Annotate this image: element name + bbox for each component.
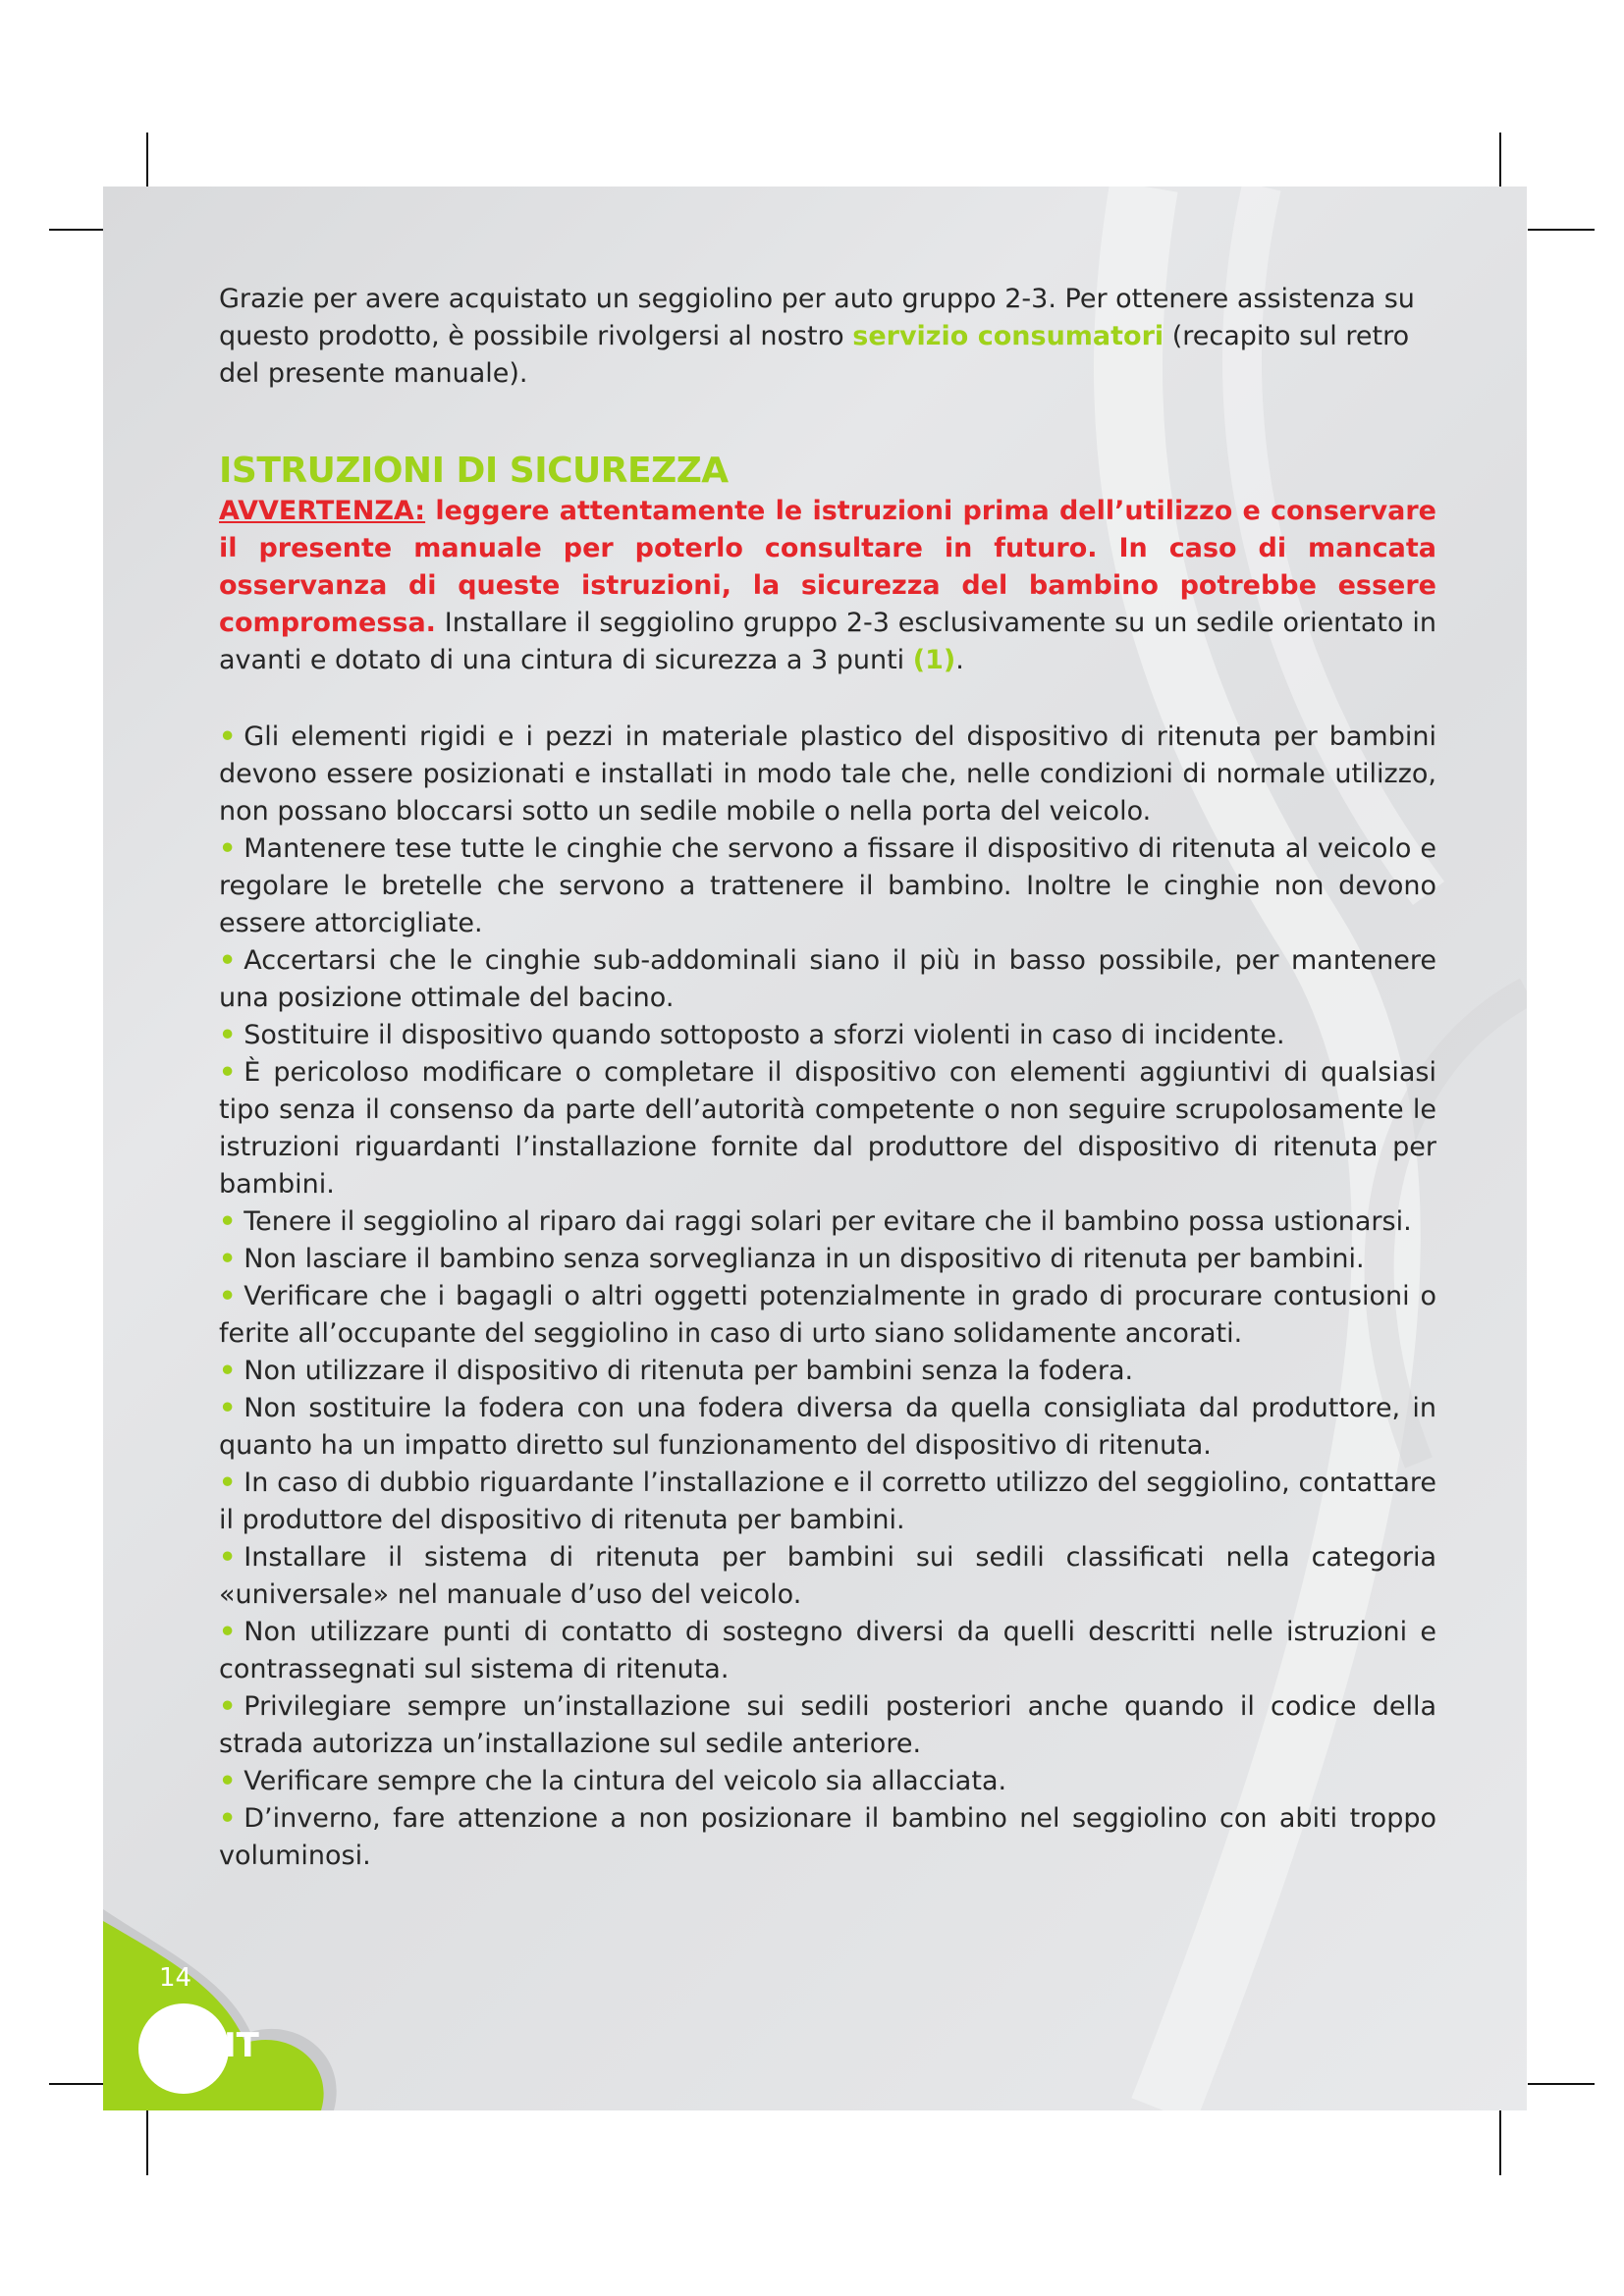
bullet-dot-icon: • bbox=[219, 1206, 237, 1237]
safety-bullet-list bbox=[219, 719, 1436, 1875]
safety-bullet-item bbox=[219, 1390, 1436, 1465]
bullet-text: Non utilizzare punti di contatto di sostegno diversi da quelli descritti nelle istruzioni e contrassegnati sul sistema di ritenuta. bbox=[219, 1617, 1436, 1684]
bullet-text: Sostituire il dispositivo quando sottoposto a sforzi violenti in caso di incidente. bbox=[244, 1020, 1285, 1050]
bullet-dot-icon: • bbox=[219, 1244, 237, 1274]
bullet-dot-icon: • bbox=[219, 1691, 237, 1722]
crop-mark-top-right-horizontal bbox=[1528, 229, 1595, 231]
bullet-dot-icon: • bbox=[219, 1356, 237, 1386]
bullet-dot-icon: • bbox=[219, 721, 237, 752]
crop-mark-bottom-left-vertical bbox=[146, 2110, 148, 2175]
install-instruction-end: . bbox=[955, 645, 964, 675]
safety-bullet-item bbox=[219, 719, 1436, 830]
bullet-dot-icon: • bbox=[219, 1766, 237, 1796]
bullet-text: Verificare che i bagagli o altri oggetti potenzialmente in grado di procurare contusioni o ferite all’occupante del seggiolino in caso di urto siano solidamente ancorati. bbox=[219, 1281, 1436, 1349]
consumer-service-link: servizio consumatori bbox=[852, 321, 1164, 351]
bullet-text: Privilegiare sempre un’installazione sui sedili posteriori anche quando il codice della strada autorizza un’installazione sul sedile anteriore. bbox=[219, 1691, 1436, 1759]
safety-bullet-item bbox=[219, 1614, 1436, 1688]
crop-mark-bottom-right-vertical bbox=[1499, 2110, 1501, 2175]
intro-text-end: (recapito sul retro del presente manuale). bbox=[219, 321, 1410, 389]
safety-bullet-item bbox=[219, 1054, 1436, 1203]
bullet-text: Gli elementi rigidi e i pezzi in materiale plastico del dispositivo di ritenuta per bambini devono essere posizionati e installati in modo tale che, nelle condizioni di normale utilizzo, non possano bloccarsi sotto un sedile mobile o nella porta del veicolo. bbox=[219, 721, 1436, 827]
figure-reference: (1) bbox=[912, 645, 956, 675]
bullet-dot-icon: • bbox=[219, 1803, 237, 1834]
safety-bullet-item bbox=[219, 1688, 1436, 1763]
bullet-dot-icon: • bbox=[219, 1057, 237, 1088]
install-instruction: Installare il seggiolino gruppo 2-3 esclusivamente su un sedile orientato in avanti e dotato di una cintura di sicurezza a 3 punti bbox=[219, 608, 1436, 675]
safety-bullet-item bbox=[219, 942, 1436, 1017]
safety-bullet-item bbox=[219, 1353, 1436, 1390]
bullet-dot-icon: • bbox=[219, 1617, 237, 1647]
bullet-text: In caso di dubbio riguardante l’installazione e il corretto utilizzo del seggiolino, contattare il produttore del dispositivo di ritenuta per bambini. bbox=[219, 1468, 1436, 1535]
bullet-dot-icon: • bbox=[219, 1393, 237, 1423]
safety-bullet-item bbox=[219, 1539, 1436, 1614]
page-number: 14 bbox=[159, 1963, 192, 1993]
bullet-text: Accertarsi che le cinghie sub-addominali siano il più in basso possibile, per mantenere una posizione ottimale del bacino. bbox=[219, 945, 1436, 1013]
bullet-text: Mantenere tese tutte le cinghie che servono a fissare il dispositivo di ritenuta al veicolo e regolare le bretelle che servono a trattenere il bambino. Inoltre le cinghie non devono essere attorcigliate. bbox=[219, 833, 1436, 938]
language-code: IT bbox=[224, 2026, 259, 2065]
safety-bullet-item bbox=[219, 1465, 1436, 1539]
bullet-text: Non utilizzare il dispositivo di ritenuta per bambini senza la fodera. bbox=[244, 1356, 1134, 1386]
safety-bullet-item bbox=[219, 1203, 1436, 1241]
bullet-dot-icon: • bbox=[219, 1468, 237, 1498]
bullet-text: Tenere il seggiolino al riparo dai raggi solari per evitare che il bambino possa ustionarsi. bbox=[244, 1206, 1412, 1237]
brand-corner-logo bbox=[103, 1909, 339, 2110]
intro-paragraph bbox=[219, 281, 1436, 393]
bullet-text: Verificare sempre che la cintura del veicolo sia allacciata. bbox=[244, 1766, 1007, 1796]
safety-bullet-item bbox=[219, 1241, 1436, 1278]
crop-mark-bottom-right-horizontal bbox=[1528, 2083, 1595, 2085]
bullet-dot-icon: • bbox=[219, 945, 237, 976]
main-content bbox=[219, 281, 1436, 1875]
bullet-dot-icon: • bbox=[219, 1020, 237, 1050]
bullet-text: Installare il sistema di ritenuta per bambini sui sedili classificati nella categoria «universale» nel manuale d’uso del veicolo. bbox=[219, 1542, 1436, 1610]
bullet-dot-icon: • bbox=[219, 1542, 237, 1573]
safety-bullet-item bbox=[219, 1800, 1436, 1875]
intro-text: Grazie per avere acquistato un seggiolino per auto gruppo 2-3. Per ottenere assistenza su questo prodotto, è possibile rivolgersi al nostro bbox=[219, 284, 1415, 351]
warning-label: AVVERTENZA: bbox=[219, 496, 426, 526]
safety-bullet-item bbox=[219, 830, 1436, 942]
safety-bullet-item bbox=[219, 1017, 1436, 1054]
bullet-text: Non sostituire la fodera con una fodera diversa da quella consigliata dal produttore, in quanto ha un impatto diretto sul funzionamento del dispositivo di ritenuta. bbox=[219, 1393, 1436, 1461]
bullet-text: Non lasciare il bambino senza sorveglianza in un dispositivo di ritenuta per bambini. bbox=[244, 1244, 1365, 1274]
warning-text: leggere attentamente le istruzioni prima dell’utilizzo e conservare il presente manuale per poterlo consultare in futuro. In caso di mancata osservanza di queste istruzioni, la sicurezza del bambino potrebbe essere compromessa. bbox=[219, 496, 1436, 638]
warning-paragraph bbox=[219, 493, 1436, 679]
bullet-text: D’inverno, fare attenzione a non posizionare il bambino nel seggiolino con abiti troppo voluminosi. bbox=[219, 1803, 1436, 1871]
bullet-text: È pericoloso modificare o completare il dispositivo con elementi aggiuntivi di qualsiasi tipo senza il consenso da parte dell’autorità competente o non seguire scrupolosamente le istruzioni riguardanti l’installazione fornite dal produttore del dispositivo di ritenuta per bambini. bbox=[219, 1057, 1436, 1200]
bullet-dot-icon: • bbox=[219, 1281, 237, 1311]
bullet-dot-icon: • bbox=[219, 833, 237, 864]
safety-bullet-item bbox=[219, 1763, 1436, 1800]
safety-bullet-item bbox=[219, 1278, 1436, 1353]
safety-heading: ISTRUZIONI DI SICUREZZA bbox=[219, 451, 729, 491]
